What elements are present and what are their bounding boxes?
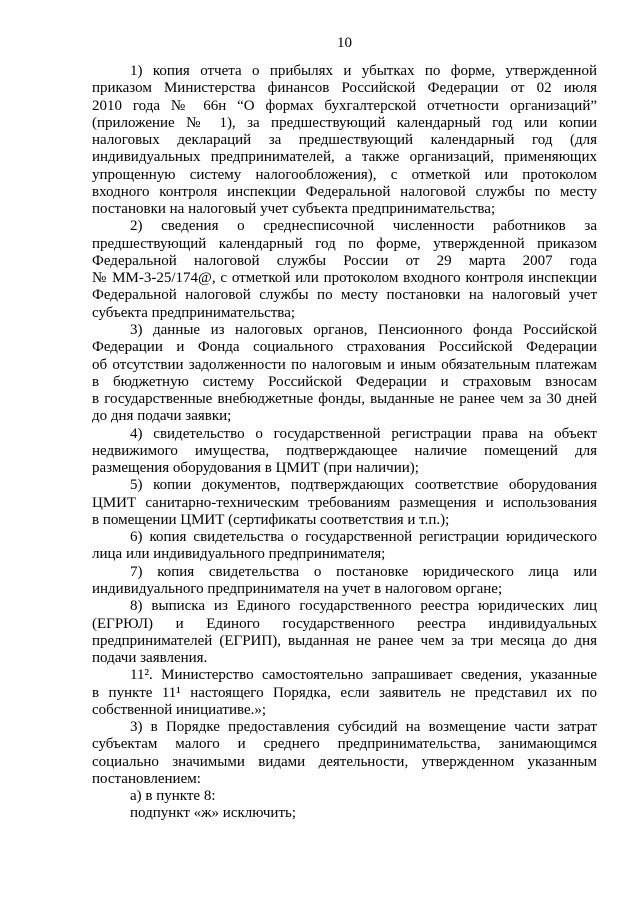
paragraph-line: 3) в Порядке предоставления субсидий на возмещение части затрат (130, 719, 597, 736)
paragraph-line: об отсутствии задолженности по налоговым и иным обязательным платежам (92, 356, 597, 373)
paragraph-line: субъекта предпринимательства; (92, 304, 296, 321)
paragraph-line: в пункте 11¹ настоящего Порядка, если заявитель не представил их по (92, 684, 597, 701)
paragraph-line: до дня подачи заявки; (92, 408, 232, 425)
paragraph-line: постановлением: (92, 770, 201, 787)
paragraph-line: подпункт «ж» исключить; (130, 805, 297, 822)
paragraph-line: 5) копии документов, подтверждающих соответствие оборудования (130, 477, 597, 494)
paragraph-line: недвижимого имущества, подтверждающее наличие помещений для (92, 442, 597, 459)
paragraph-line: индивидуального предпринимателя на учет в налоговом органе; (92, 580, 503, 597)
paragraph-line: лица или индивидуального предпринимателя; (92, 546, 386, 563)
paragraph-line: Федерации и Фонда социального страхования Российской Федерации (92, 339, 597, 356)
paragraph-line: предпринимателей (ЕГРИП), выданная не ранее чем за три месяца до дня (92, 632, 597, 649)
paragraph-line: собственной инициативе.»; (92, 701, 267, 718)
paragraph-line: предшествующий календарный год по форме, утвержденной приказом (92, 235, 597, 252)
paragraph-exclude-subitem (92, 805, 597, 822)
paragraph-line: 1) копия отчета о прибылях и убытках по форме, утвержденной (130, 63, 597, 79)
paragraph-line: в помещении ЦМИТ (сертификаты соответствия и т.п.); (92, 511, 450, 528)
paragraph-amendment-3 (92, 719, 597, 788)
paragraph-line: 7) копия свидетельства о постановке юридического лица или (130, 563, 597, 580)
paragraph-item-6 (92, 529, 597, 564)
paragraph-line: 11². Министерство самостоятельно запрашивает сведения, указанные (130, 667, 597, 684)
paragraph-line: входного контроля инспекции Федеральной налоговой службы по месту (92, 183, 597, 200)
paragraph-item-4 (92, 426, 597, 478)
paragraph-line: постановки на налоговый учет субъекта предпринимательства; (92, 201, 496, 218)
paragraph-line: размещения оборудования в ЦМИТ (при наличии); (92, 460, 419, 477)
paragraph-line: упрощенную систему налогообложения), с отметкой или протоколом (92, 166, 597, 183)
paragraph-line: 4) свидетельство о государственной регистрации права на объект (130, 425, 597, 442)
paragraph-clause-11-2 (92, 667, 597, 719)
paragraph-line: Федеральной налоговой службы по месту постановки на налоговый учет (92, 287, 597, 304)
paragraph-line: в государственные внебюджетные фонды, выданные не ранее чем за 30 дней (92, 391, 597, 408)
paragraph-item-1 (92, 63, 597, 218)
paragraph-line: а) в пункте 8: (130, 788, 216, 805)
paragraph-item-5 (92, 477, 597, 529)
paragraph-subitem-a (92, 788, 597, 805)
paragraph-line: 2010 года № 66н “О формах бухгалтерской отчетности организаций” (92, 97, 597, 114)
paragraph-line: приказом Министерства финансов Российской Федерации от 02 июля (92, 80, 597, 97)
paragraph-line: 3) данные из налоговых органов, Пенсионного фонда Российской (130, 321, 597, 338)
paragraph-line: 2) сведения о среднесписочной численности работников за (130, 218, 597, 235)
paragraph-item-2 (92, 218, 597, 322)
paragraph-line: 8) выписка из Единого государственного реестра юридических лиц (130, 598, 597, 615)
paragraph-line: социально значимыми видами деятельности, утвержденном указанным (92, 753, 597, 770)
paragraph-line: в бюджетную систему Российской Федерации и страховым взносам (92, 373, 597, 390)
paragraph-line: № ММ-3-25/174@, с отметкой или протоколом входного контроля инспекции (92, 270, 597, 287)
paragraph-line: (ЕГРЮЛ) и Единого государственного реестра индивидуальных (92, 615, 597, 632)
paragraph-item-7 (92, 564, 597, 599)
paragraph-line: ЦМИТ санитарно-техническим требованиям размещения и использования (92, 494, 597, 511)
paragraph-line: (приложение № 1), за предшествующий календарный год или копии (92, 114, 597, 131)
paragraph-item-8 (92, 598, 597, 667)
page-number: 10 (337, 35, 352, 51)
paragraph-line: подачи заявления. (92, 650, 208, 667)
paragraph-line: налоговых деклараций за предшествующий календарный год (для (92, 132, 597, 149)
paragraph-line: индивидуальных предпринимателей, а также организаций, применяющих (92, 149, 597, 166)
paragraph-line: Федеральной налоговой службы России от 29 марта 2007 года (92, 252, 597, 269)
paragraph-line: субъектам малого и среднего предпринимательства, занимающимся (92, 736, 597, 753)
paragraph-line: 6) копия свидетельства о государственной регистрации юридического (130, 529, 597, 546)
paragraph-item-3 (92, 322, 597, 426)
document-body (92, 63, 597, 823)
